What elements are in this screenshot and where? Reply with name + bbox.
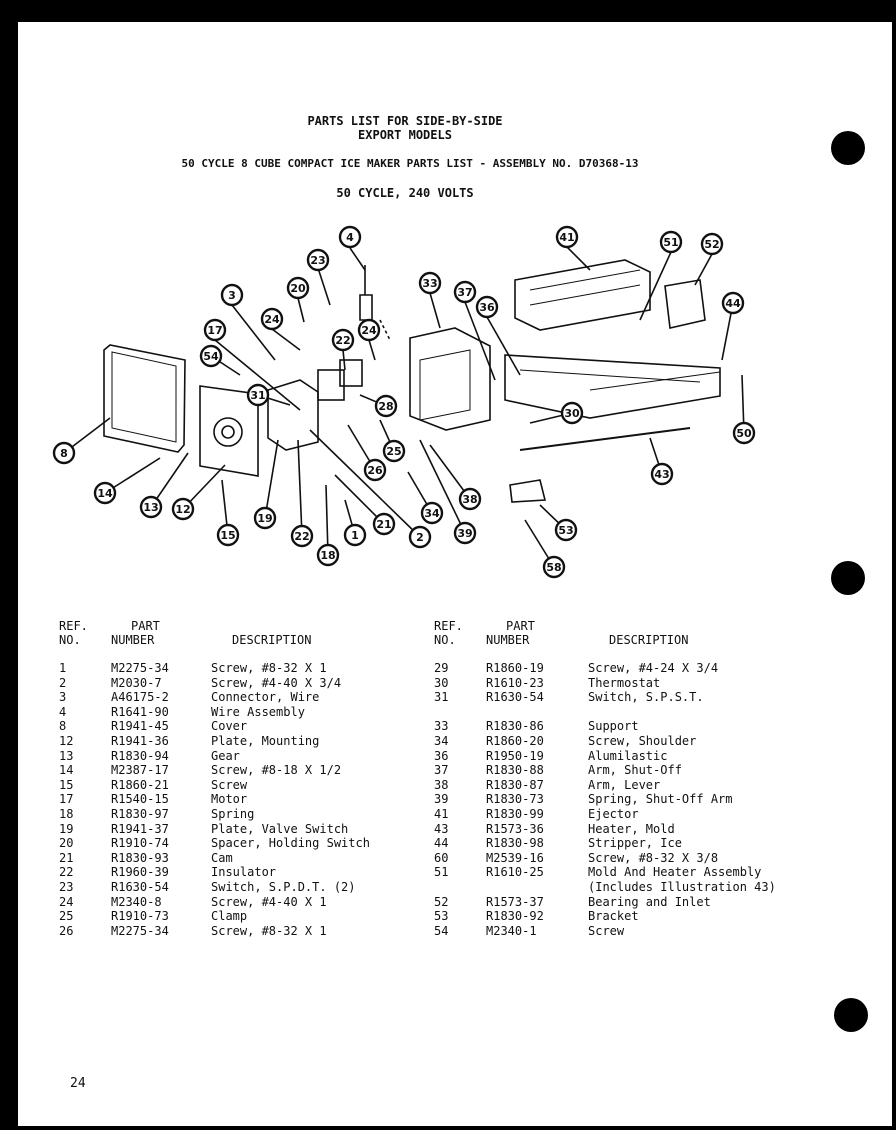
- description-cell: Cover: [211, 719, 248, 734]
- part-number-cell: R1540-15: [111, 792, 169, 807]
- callout-15: [218, 525, 238, 545]
- part-number-cell: R1860-21: [111, 777, 169, 792]
- callout-2: [410, 527, 430, 547]
- ref-cell: 54: [434, 923, 449, 938]
- svg-text:18: 18: [320, 549, 336, 562]
- svg-text:24: 24: [264, 313, 280, 326]
- ref-cell: 2: [59, 675, 67, 690]
- part-number-cell: R1941-36: [111, 734, 169, 748]
- callout-54: [201, 346, 221, 366]
- callout-31: [248, 385, 268, 405]
- svg-text:12: 12: [175, 503, 191, 516]
- description-cell: Screw, #8-32 X 1: [211, 661, 327, 675]
- part-number-cell: R1610-23: [486, 675, 544, 690]
- svg-text:33: 33: [422, 277, 438, 290]
- svg-text:4: 4: [346, 231, 354, 244]
- part-number-cell: R1830-93: [111, 850, 169, 865]
- callout-53: [556, 520, 576, 540]
- description-cell: Screw: [211, 777, 248, 792]
- ref-cell: 60: [434, 850, 449, 865]
- callout-19: [255, 508, 275, 528]
- title-line-2: EXPORT MODELS: [358, 128, 452, 142]
- description-cell: Screw, #8-32 X 1: [211, 923, 327, 938]
- part-number-cell: R1641-90: [111, 704, 169, 719]
- part-number-cell: R1830-73: [486, 792, 544, 807]
- svg-text:30: 30: [564, 407, 580, 420]
- svg-text:25: 25: [386, 445, 402, 458]
- description-cell: Spring, Shut-Off Arm: [588, 792, 733, 807]
- svg-text:37: 37: [457, 286, 473, 299]
- part-number-cell: R1941-37: [111, 821, 169, 836]
- callout-22: [333, 330, 353, 350]
- callout-43: [652, 464, 672, 484]
- part-number-cell: R1830-92: [486, 909, 544, 924]
- callout-33: [420, 273, 440, 293]
- description-cell: Motor: [211, 792, 248, 807]
- description-cell: Connector, Wire: [211, 690, 320, 705]
- part-number-cell: R1960-39: [111, 865, 169, 880]
- svg-text:26: 26: [367, 464, 383, 477]
- right-desc-header: DESCRIPTION: [609, 633, 689, 647]
- description-cell: Arm, Lever: [588, 777, 661, 792]
- left-desc-header: DESCRIPTION: [232, 633, 312, 647]
- callout-14: [95, 483, 115, 503]
- callout-12: [173, 499, 193, 519]
- title-line-1: PARTS LIST FOR SIDE-BY-SIDE: [307, 114, 503, 128]
- svg-text:13: 13: [143, 501, 159, 514]
- part-number-cell: R1830-94: [111, 748, 169, 763]
- part-number-cell: R1830-98: [486, 836, 544, 851]
- svg-text:39: 39: [457, 527, 473, 540]
- callout-3: [222, 285, 242, 305]
- callout-28: [376, 396, 396, 416]
- ref-cell: 17: [59, 792, 74, 807]
- svg-text:22: 22: [335, 334, 351, 347]
- part-number-cell: R1830-86: [486, 719, 544, 734]
- part-number-cell: M2340-1: [486, 923, 537, 938]
- svg-text:41: 41: [559, 231, 575, 244]
- svg-text:51: 51: [663, 236, 679, 249]
- callout-52: [702, 234, 722, 254]
- right-part-header: PART NUMBER: [486, 619, 535, 647]
- description-cell: Thermostat: [588, 675, 661, 690]
- description-cell: Support: [588, 719, 639, 734]
- ref-cell: 24: [59, 894, 74, 909]
- binder-hole-top: [831, 131, 865, 165]
- left-ref-header: REF. NO.: [59, 619, 88, 647]
- part-number-cell: M2275-34: [111, 661, 169, 675]
- ref-cell: 21: [59, 850, 74, 865]
- description-cell: Stripper, Ice: [588, 836, 682, 851]
- ref-cell: 37: [434, 763, 449, 778]
- callout-51: [661, 232, 681, 252]
- svg-text:53: 53: [558, 524, 574, 537]
- description-cell: Mold And Heater Assembly: [588, 865, 762, 880]
- ref-cell: 44: [434, 836, 449, 851]
- description-cell: Insulator: [211, 865, 277, 880]
- left-part-header: PART NUMBER: [111, 619, 160, 647]
- ref-cell: 52: [434, 894, 449, 909]
- callout-17: [205, 320, 225, 340]
- description-cell: Alumilastic: [588, 748, 668, 763]
- part-number-cell: M2539-16: [486, 850, 544, 865]
- part-number-cell: R1830-88: [486, 763, 544, 778]
- svg-text:22: 22: [294, 530, 310, 543]
- ref-cell: 25: [59, 909, 74, 924]
- callout-24: [359, 320, 379, 340]
- callout-24: [262, 309, 282, 329]
- part-number-cell: R1610-25: [486, 865, 544, 880]
- ref-cell: 8: [59, 719, 67, 734]
- description-cell: Switch, S.P.D.T. (2): [211, 880, 356, 894]
- callout-38: [460, 489, 480, 509]
- description-cell: Plate, Valve Switch: [211, 821, 349, 836]
- description-cell: Bracket: [588, 909, 639, 924]
- description-cell: Screw, #4-40 X 3/4: [211, 675, 342, 690]
- svg-text:14: 14: [97, 487, 113, 500]
- svg-text:3: 3: [228, 289, 236, 302]
- callout-34: [422, 503, 442, 523]
- callout-58: [544, 557, 564, 577]
- right-ref-header: REF. NO.: [434, 619, 463, 647]
- ref-cell: 12: [59, 734, 74, 748]
- part-number-cell: R1910-73: [111, 909, 169, 924]
- svg-text:24: 24: [361, 324, 377, 337]
- ref-cell: 18: [59, 807, 74, 821]
- part-number-cell: M2387-17: [111, 763, 169, 778]
- callout-20: [288, 278, 308, 298]
- part-number-cell: M2030-7: [111, 675, 162, 690]
- description-cell: Plate, Mounting: [211, 734, 320, 748]
- title-line-3: 50 CYCLE 8 CUBE COMPACT ICE MAKER PARTS LIST - ASSEMBLY NO. D70368-13: [181, 157, 639, 170]
- callout-44: [723, 293, 743, 313]
- description-cell: Cam: [211, 850, 233, 865]
- svg-text:52: 52: [704, 238, 720, 251]
- part-number-cell: R1860-20: [486, 734, 544, 748]
- part-number-cell: A46175-2: [111, 690, 169, 705]
- callout-50: [734, 423, 754, 443]
- ref-cell: 53: [434, 909, 449, 924]
- part-number-cell: R1950-19: [486, 748, 544, 763]
- callout-26: [365, 460, 385, 480]
- description-cell: Screw, #4-40 X 1: [211, 894, 327, 909]
- exploded-parts-diagram: [0, 210, 896, 590]
- ref-cell: 34: [434, 734, 449, 748]
- callout-13: [141, 497, 161, 517]
- description-cell: Screw, #8-18 X 1/2: [211, 763, 342, 778]
- ref-cell: 41: [434, 807, 449, 821]
- svg-text:19: 19: [257, 512, 273, 525]
- part-number-cell: R1830-99: [486, 807, 544, 821]
- ref-cell: 19: [59, 821, 74, 836]
- ref-cell: 33: [434, 719, 449, 734]
- svg-text:20: 20: [290, 282, 306, 295]
- ref-cell: 13: [59, 748, 74, 763]
- part-number-cell: R1910-74: [111, 836, 169, 851]
- svg-text:2: 2: [416, 531, 424, 544]
- description-cell: Wire Assembly: [211, 704, 305, 719]
- svg-text:34: 34: [424, 507, 440, 520]
- ref-cell: 51: [434, 865, 449, 880]
- svg-text:8: 8: [60, 447, 68, 460]
- svg-text:38: 38: [462, 493, 478, 506]
- description-cell: Gear: [211, 748, 240, 763]
- callout-23: [308, 250, 328, 270]
- description-cell: (Includes Illustration 43): [588, 880, 776, 894]
- callout-25: [384, 441, 404, 461]
- ref-cell: 30: [434, 675, 449, 690]
- svg-text:54: 54: [203, 350, 219, 363]
- part-number-cell: R1573-36: [486, 821, 544, 836]
- ref-cell: 43: [434, 821, 449, 836]
- svg-text:28: 28: [378, 400, 394, 413]
- ref-cell: 36: [434, 748, 449, 763]
- description-cell: Heater, Mold: [588, 821, 675, 836]
- svg-text:15: 15: [220, 529, 236, 542]
- svg-text:1: 1: [351, 529, 359, 542]
- callout-1: [345, 525, 365, 545]
- description-cell: Bearing and Inlet: [588, 894, 711, 909]
- description-cell: Arm, Shut-Off: [588, 763, 682, 778]
- part-number-cell: R1573-37: [486, 894, 544, 909]
- callout-30: [562, 403, 582, 423]
- ref-cell: 14: [59, 763, 74, 778]
- ref-cell: 38: [434, 777, 449, 792]
- callout-18: [318, 545, 338, 565]
- page-number: 24: [70, 1076, 86, 1091]
- ref-cell: 26: [59, 923, 74, 938]
- callout-21: [374, 514, 394, 534]
- svg-text:43: 43: [654, 468, 670, 481]
- part-number-cell: R1630-54: [486, 690, 544, 705]
- ref-cell: 39: [434, 792, 449, 807]
- part-number-cell: M2275-34: [111, 923, 169, 938]
- part-number-cell: R1941-45: [111, 719, 169, 734]
- ref-cell: 29: [434, 661, 449, 675]
- title-line-4: 50 CYCLE, 240 VOLTS: [336, 186, 474, 200]
- callout-22: [292, 526, 312, 546]
- svg-text:23: 23: [310, 254, 326, 267]
- svg-text:36: 36: [479, 301, 495, 314]
- svg-text:50: 50: [736, 427, 752, 440]
- callout-4: [340, 227, 360, 247]
- ref-cell: 15: [59, 777, 74, 792]
- description-cell: Screw: [588, 923, 625, 938]
- description-cell: Clamp: [211, 909, 248, 924]
- part-number-cell: R1860-19: [486, 661, 544, 675]
- description-cell: Screw, Shoulder: [588, 734, 697, 748]
- svg-text:31: 31: [250, 389, 266, 402]
- part-number-cell: R1630-54: [111, 880, 169, 894]
- description-cell: Screw, #4-24 X 3/4: [588, 661, 719, 675]
- svg-text:21: 21: [376, 518, 392, 531]
- description-cell: Switch, S.P.S.T.: [588, 690, 704, 705]
- ref-cell: 23: [59, 880, 74, 894]
- callout-37: [455, 282, 475, 302]
- ref-cell: 1: [59, 661, 67, 675]
- callout-36: [477, 297, 497, 317]
- ref-cell: 22: [59, 865, 74, 880]
- binder-hole-bottom: [834, 998, 868, 1032]
- svg-text:58: 58: [546, 561, 562, 574]
- ref-cell: 31: [434, 690, 449, 705]
- part-number-cell: R1830-97: [111, 807, 169, 821]
- description-cell: Spring: [211, 807, 255, 821]
- callout-41: [557, 227, 577, 247]
- description-cell: Screw, #8-32 X 3/8: [588, 850, 719, 865]
- ref-cell: 3: [59, 690, 67, 705]
- ref-cell: 20: [59, 836, 74, 851]
- svg-text:17: 17: [207, 324, 223, 337]
- part-number-cell: R1830-87: [486, 777, 544, 792]
- callout-8: [54, 443, 74, 463]
- svg-text:44: 44: [725, 297, 741, 310]
- description-cell: Spacer, Holding Switch: [211, 836, 370, 851]
- ref-cell: 4: [59, 704, 67, 719]
- callout-39: [455, 523, 475, 543]
- description-cell: Ejector: [588, 807, 639, 821]
- part-number-cell: M2340-8: [111, 894, 162, 909]
